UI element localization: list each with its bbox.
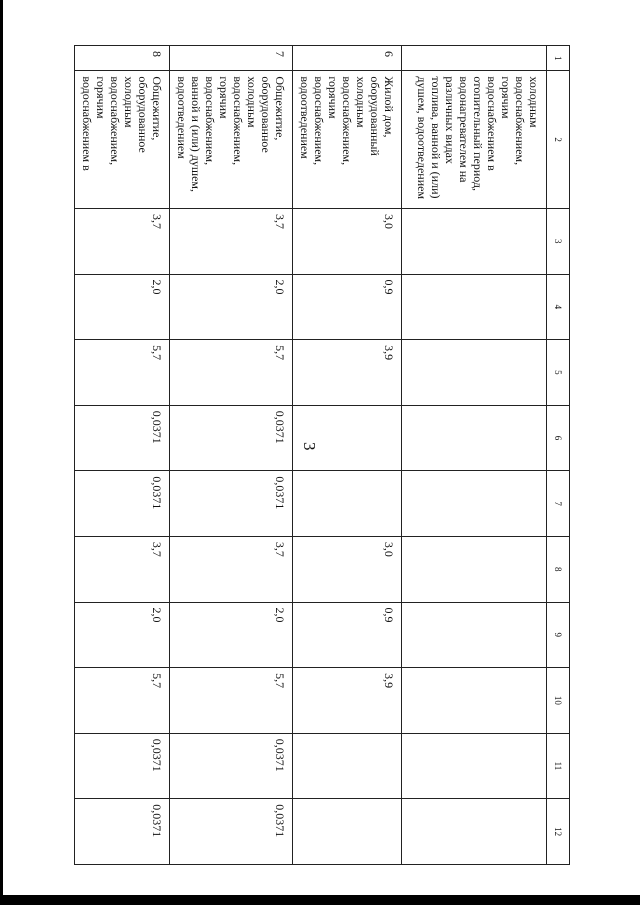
- value-cell: [293, 733, 402, 799]
- page-number: 3: [300, 442, 319, 451]
- value-cell: 3,9: [293, 668, 402, 734]
- value-cell: 5,7: [170, 668, 293, 734]
- value-cell: 3,7: [75, 208, 170, 274]
- table-row: [402, 46, 547, 865]
- table-row: [75, 46, 170, 865]
- header-cell: 12: [547, 799, 570, 865]
- value-cell: 2,0: [75, 602, 170, 668]
- value-cell: 3,7: [170, 208, 293, 274]
- value-cell: 2,0: [170, 602, 293, 668]
- description-cell: холодным водоснабжением, горячим водоснабжением в отопительный период, водонагревателем на различных видах топлива, ванной и (или) душем, водоотведением: [402, 71, 547, 209]
- value-cell: [402, 274, 547, 340]
- description-cell: Жилой дом, оборудованный холодным водоснабжением, горячим водоснабжением, водоотведением: [293, 71, 402, 209]
- description-cell: Общежитие, оборудованное холодным водоснабжением, горячим водоснабжением в: [75, 71, 170, 209]
- value-cell: 0,0371: [75, 799, 170, 865]
- header-cell: 11: [547, 733, 570, 799]
- value-cell: 0,9: [293, 602, 402, 668]
- row-number-cell: 6: [293, 46, 402, 71]
- header-cell: 10: [547, 668, 570, 734]
- value-cell: 5,7: [170, 340, 293, 406]
- value-cell: 5,7: [75, 340, 170, 406]
- value-cell: 2,0: [170, 274, 293, 340]
- table-row: [170, 46, 293, 865]
- tariff-table: [74, 45, 570, 865]
- header-cell: 3: [547, 208, 570, 274]
- value-cell: 0,0371: [75, 471, 170, 537]
- value-cell: 5,7: [75, 668, 170, 734]
- value-cell: 3,7: [170, 536, 293, 602]
- header-cell: 1: [547, 46, 570, 71]
- value-cell: [293, 799, 402, 865]
- value-cell: [293, 405, 402, 471]
- value-cell: [293, 471, 402, 537]
- value-cell: [402, 536, 547, 602]
- header-cell: 7: [547, 471, 570, 537]
- value-cell: [402, 799, 547, 865]
- scan-edge-bottom: [0, 895, 640, 905]
- value-cell: [402, 471, 547, 537]
- value-cell: 0,0371: [75, 405, 170, 471]
- header-cell: 4: [547, 274, 570, 340]
- scan-edge-left: [0, 0, 3, 905]
- header-cell: 6: [547, 405, 570, 471]
- table-row: [293, 46, 402, 865]
- value-cell: [402, 405, 547, 471]
- value-cell: 0,0371: [170, 733, 293, 799]
- description-cell: Общежитие, оборудованное холодным водоснабжением, горячим водоснабжением, ванной и (или) душем, водоотведением: [170, 71, 293, 209]
- value-cell: [402, 208, 547, 274]
- value-cell: [402, 340, 547, 406]
- value-cell: [402, 602, 547, 668]
- value-cell: 3,0: [293, 536, 402, 602]
- value-cell: [402, 668, 547, 734]
- header-cell: 5: [547, 340, 570, 406]
- value-cell: 0,9: [293, 274, 402, 340]
- value-cell: 2,0: [75, 274, 170, 340]
- header-row: [547, 46, 570, 865]
- value-cell: 0,0371: [170, 405, 293, 471]
- value-cell: 3,7: [75, 536, 170, 602]
- row-number-cell: 7: [170, 46, 293, 71]
- header-cell: 2: [547, 71, 570, 209]
- rotated-table-wrapper: [80, 45, 570, 865]
- header-cell: 9: [547, 602, 570, 668]
- value-cell: 0,0371: [75, 733, 170, 799]
- value-cell: 0,0371: [170, 471, 293, 537]
- value-cell: [402, 733, 547, 799]
- value-cell: 3,0: [293, 208, 402, 274]
- value-cell: 0,0371: [170, 799, 293, 865]
- row-number-cell: [402, 46, 547, 71]
- header-cell: 8: [547, 536, 570, 602]
- row-number-cell: 8: [75, 46, 170, 71]
- value-cell: 3,9: [293, 340, 402, 406]
